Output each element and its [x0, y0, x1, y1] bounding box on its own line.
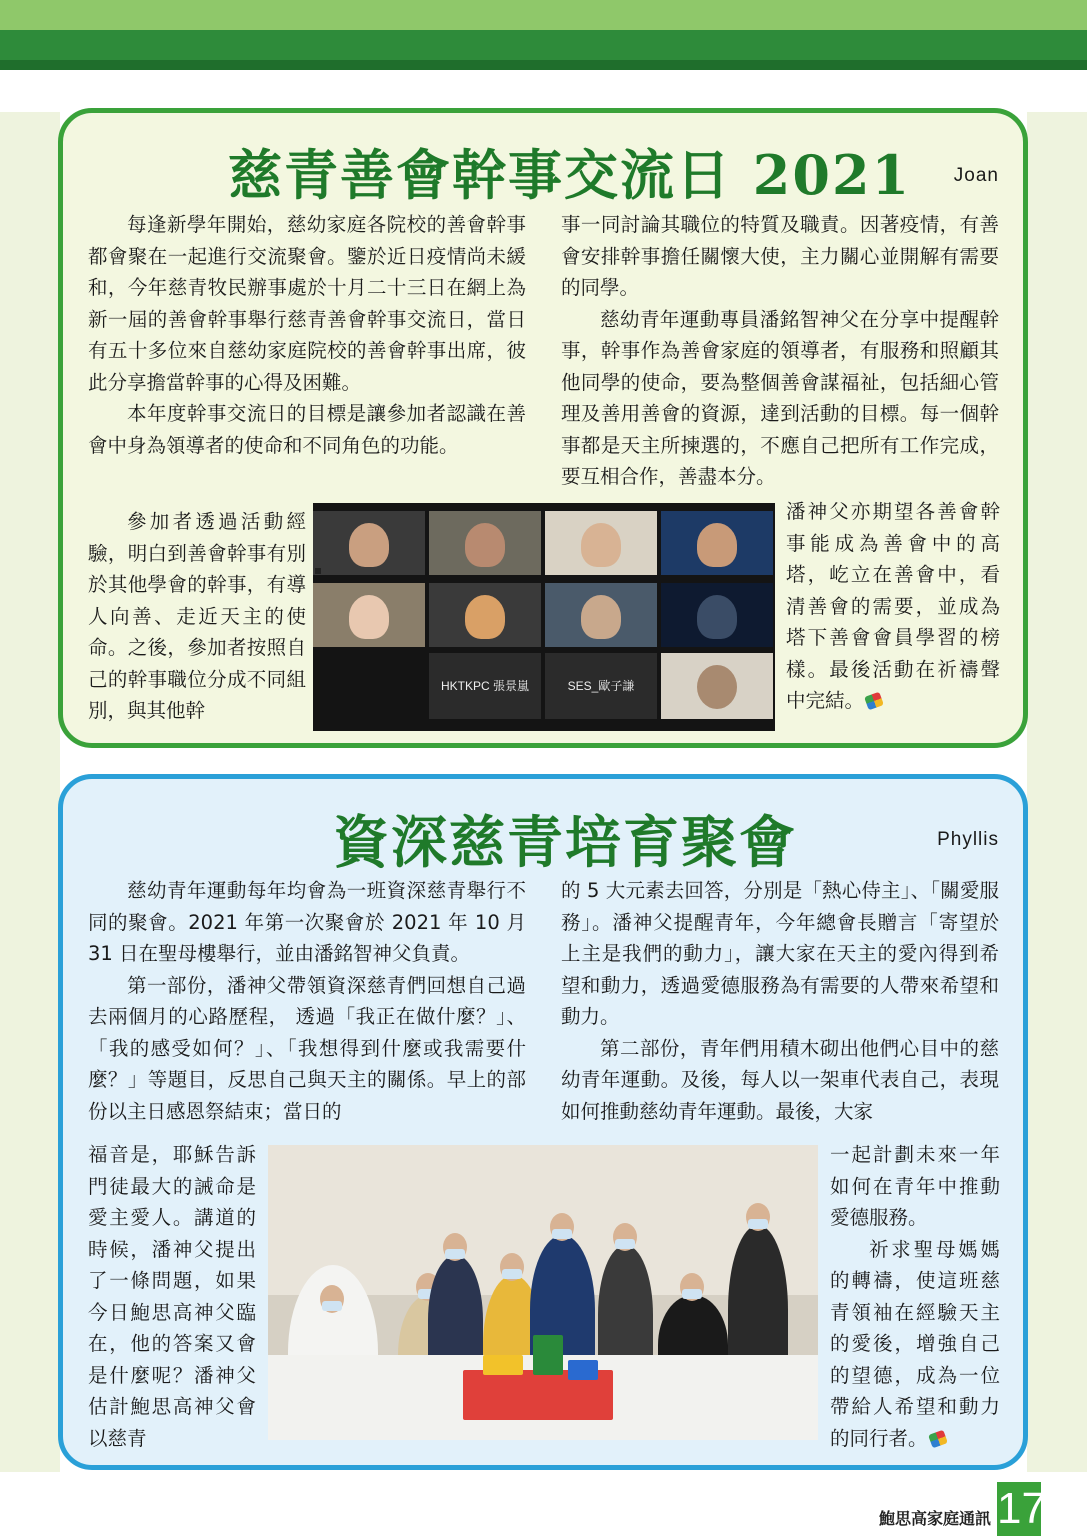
face-mask [615, 1239, 635, 1249]
participant-face [697, 595, 737, 639]
article-1-title: 慈青善會幹事交流日 2021 [228, 143, 912, 207]
paragraph: 一起計劃未來一年如何在青年中推動愛德服務。 [830, 1143, 1000, 1229]
video-tile [313, 511, 425, 575]
video-tile [429, 583, 541, 647]
paragraph: 福音是，耶穌告訴門徒最大的誡命是愛主愛人。講道的時候，潘神父提出了一條問題，如果今日鮑思高神父臨在，他的答案又會是什麼呢？潘神父估計鮑思高神父會以慈青 [88, 1143, 256, 1450]
participant-name: SES_歐子謙 [567, 679, 635, 693]
face-mask [502, 1269, 522, 1279]
paragraph-text: 潘神父亦期望各善會幹事能成為善會中的高塔，屹立在善會中，看清善會的需要，並成為塔下善會會員學習的榜樣。最後活動在祈禱聲中完結。 [786, 500, 1000, 712]
article-1-wrap-left [88, 506, 306, 727]
article-2-title: 資深慈青培育聚會 [333, 810, 797, 876]
article-2-column-2 [561, 875, 999, 1127]
participant-face [697, 523, 737, 567]
paragraph: 第二部份，青年們用積木砌出他們心目中的慈幼青年運動。及後，每人以一架車代表自己，表現如何推動慈幼青年運動。最後，大家 [561, 1036, 999, 1123]
side-margin-right [1027, 112, 1087, 1472]
video-tile [545, 583, 657, 647]
video-tile [661, 583, 773, 647]
publication-name: 鮑思高家庭通訊 [878, 1509, 991, 1528]
group-photo [268, 1145, 818, 1440]
face-mask [748, 1219, 768, 1229]
video-tile [313, 583, 425, 647]
paragraph [830, 1234, 1000, 1455]
video-tile [313, 653, 425, 719]
lego-build [568, 1360, 598, 1380]
paragraph-text: 祈求聖母媽媽的轉禱，使這班慈青領袖在經驗天主的愛後，增強自己的望德，成為一位帶給人希望和動力的同行者。 [830, 1237, 1000, 1450]
face-mask [445, 1249, 465, 1259]
hedgehog [697, 665, 737, 709]
lego-build [483, 1355, 523, 1375]
lego-build [533, 1335, 563, 1375]
video-tile-name-only [429, 653, 541, 719]
article-2-wrap-left [88, 1139, 256, 1454]
article-1-wrap-right [786, 496, 1000, 717]
video-tile [661, 653, 773, 719]
top-banner [0, 0, 1087, 70]
article-2-column-1 [88, 875, 526, 1127]
paragraph: 參加者透過活動經驗，明白到善會幹事有別於其他學會的幹事，有導人向善、走近天主的使命。之後，參加者按照自己的幹事職位分成不同組別，與其他幹 [88, 510, 306, 722]
article-panel-1 [58, 108, 1028, 748]
article-2-author: Phyllis [937, 829, 999, 850]
participant-face [465, 595, 505, 639]
participant-face [349, 523, 389, 567]
article-1-column-1 [88, 209, 526, 461]
face-mask [322, 1301, 342, 1311]
page-number: 17 [997, 1482, 1041, 1536]
participant-face [349, 595, 389, 639]
paragraph: 每逢新學年開始，慈幼家庭各院校的善會幹事都會聚在一起進行交流聚會。鑒於近日疫情尚未緩和，今年慈青牧民辦事處於十月二十三日在網上為新一屆的善會幹事舉行慈青善會幹事交流日，當日有五十多位來自慈幼家庭院校的善會幹事出席，彼此分享擔當幹事的心得及困難。 [88, 213, 526, 394]
top-margin [0, 70, 1087, 112]
paragraph: 第一部份，潘神父帶領資深慈青們回想自己過去兩個月的心路歷程， 透過「我正在做什麼？」、「我的感受如何？」、「我想得到什麼或我需要什麼？」等題目，反思自己與天主的關係。早上的部份以主日感恩祭結束；當日的 [88, 973, 526, 1123]
article-1-column-2 [561, 209, 999, 493]
article-2-wrap-right [830, 1139, 1000, 1454]
participant-name: HKTKPC 張景嵐 [440, 679, 529, 693]
paragraph: 本年度幹事交流日的目標是讓參加者認識在善會中身為領導者的使命和不同角色的功能。 [88, 402, 526, 457]
face-mask [552, 1229, 572, 1239]
article-1-author: Joan [953, 165, 999, 186]
paragraph: 慈幼青年運動專員潘銘智神父在分享中提醒幹事，幹事作為善會家庭的領導者，有服務和照顧其他同學的使命，要為整個善會謀福祉，包括細心管理及善用善會的資源，達到活動的目標。每一個幹事都是天主所揀選的，不應自己把所有工作完成，要互相合作，善盡本分。 [561, 307, 999, 488]
paragraph [786, 496, 1000, 717]
paragraph: 的 5 大元素去回答，分別是「熱心侍主」、「關愛服務」。潘神父提醒青年，今年總會長贈言「寄望於上主是我們的動力」，讓大家在天主的愛內得到希望和動力，透過愛德服務為有需要的人帶來希望和動力。 [561, 879, 999, 1028]
participant-face [581, 595, 621, 639]
face-mask [682, 1289, 702, 1299]
zoom-meeting-screenshot [313, 503, 775, 731]
paragraph: 慈幼青年運動每年均會為一班資深慈青舉行不同的聚會。2021 年第一次聚會於 2021 年 10 月 31 日在聖母樓舉行，並由潘銘智神父負責。 [88, 879, 526, 965]
video-tile [429, 511, 541, 575]
article-panel-2 [58, 774, 1028, 1470]
end-mark-icon [928, 1430, 950, 1448]
paragraph: 事一同討論其職位的特質及職責。因著疫情，有善會安排幹事擔任關懷大使，主力關心並開解有需要的同學。 [561, 213, 999, 299]
video-tile-name-only [545, 653, 657, 719]
participant-face [465, 523, 505, 567]
video-tile [661, 511, 773, 575]
side-margin-left [0, 112, 60, 1472]
participant-face [581, 523, 621, 567]
video-tile [545, 511, 657, 575]
end-mark-icon [864, 692, 886, 710]
